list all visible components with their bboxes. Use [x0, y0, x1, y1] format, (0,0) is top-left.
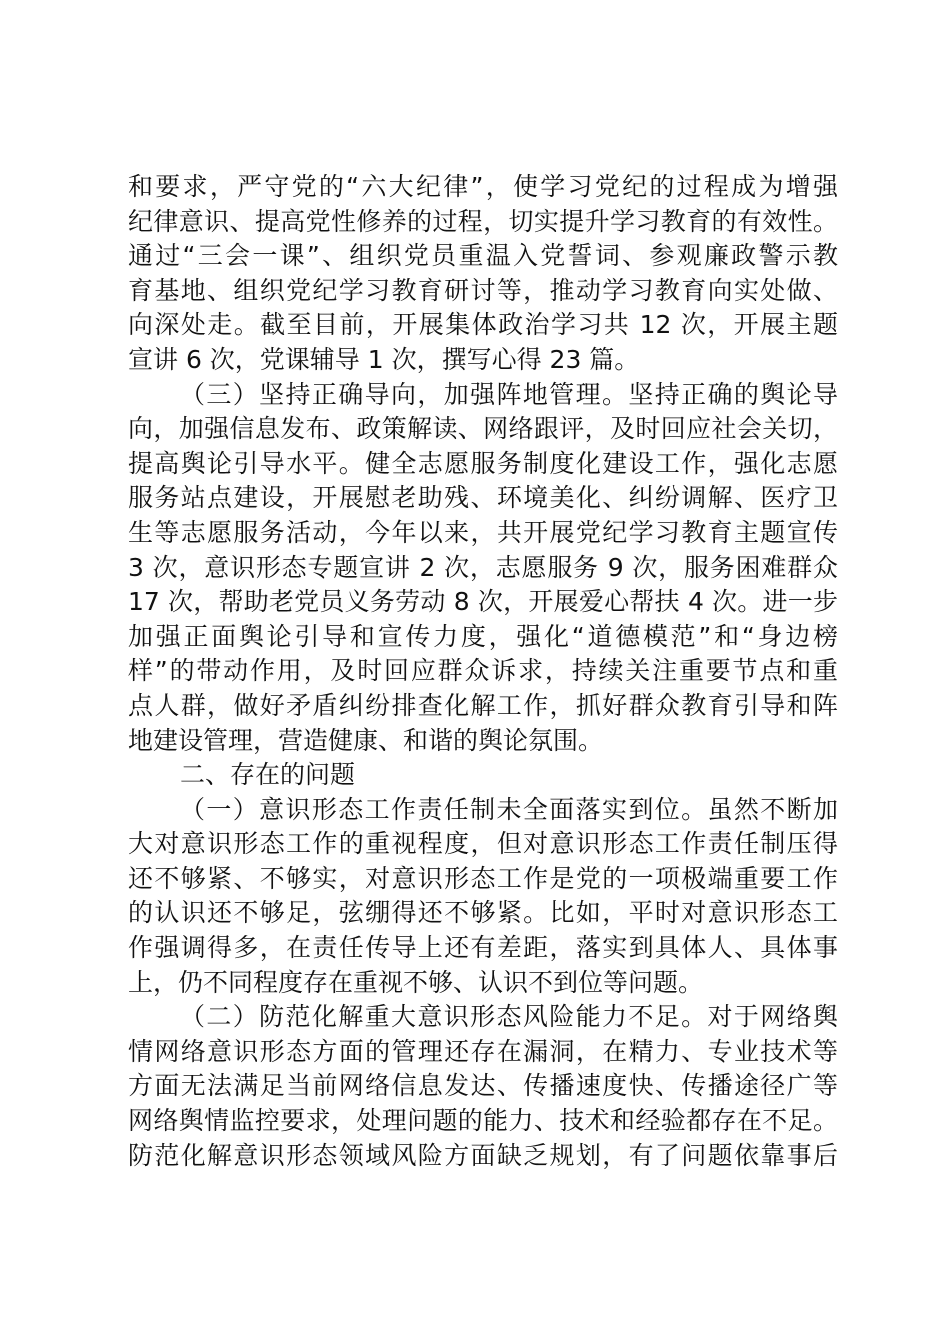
text-line: 点人群，做好矛盾纠纷排查化解工作，抓好群众教育引导和阵 — [128, 690, 838, 720]
text-line: 还不够紧、不够实，对意识形态工作是党的一项极端重要工作 — [128, 863, 838, 893]
text-line: 向深处走。截至目前，开展集体政治学习共 12 次，开展主题 — [128, 310, 838, 340]
text-line: 上，仍不同程度存在重视不够、认识不到位等问题。 — [128, 967, 704, 997]
text-line: 网络舆情监控要求，处理问题的能力、技术和经验都存在不足。 — [128, 1106, 838, 1136]
text-line: 样”的带动作用，及时回应群众诉求，持续关注重要节点和重 — [128, 656, 838, 686]
text-line: 情网络意识形态方面的管理还存在漏洞，在精力、专业技术等 — [128, 1036, 838, 1066]
text-line: 纪律意识、提高党性修养的过程，切实提升学习教育的有效性。 — [128, 206, 838, 236]
text-line: （三）坚持正确导向，加强阵地管理。坚持正确的舆论导 — [180, 379, 838, 409]
text-line: 提高舆论引导水平。健全志愿服务制度化建设工作，强化志愿 — [128, 448, 838, 478]
text-line: 3 次，意识形态专题宣讲 2 次，志愿服务 9 次，服务困难群众 — [128, 552, 838, 582]
text-line: 宣讲 6 次，党课辅导 1 次，撰写心得 23 篇。 — [128, 344, 640, 374]
text-line: （二）防范化解重大意识形态风险能力不足。对于网络舆 — [180, 1002, 838, 1032]
text-line: 方面无法满足当前网络信息发达、传播速度快、传播途径广等 — [128, 1071, 838, 1101]
text-line: 生等志愿服务活动，今年以来，共开展党纪学习教育主题宣传 — [128, 517, 838, 547]
text-line: 向，加强信息发布、政策解读、网络跟评，及时回应社会关切， — [128, 414, 838, 444]
text-line: （一）意识形态工作责任制未全面落实到位。虽然不断加 — [180, 794, 838, 824]
text-line: 通过“三会一课”、组织党员重温入党誓词、参观廉政警示教 — [128, 241, 838, 271]
text-line: 服务站点建设，开展慰老助残、环境美化、纠纷调解、医疗卫 — [128, 483, 838, 513]
text-line: 地建设管理，营造健康、和谐的舆论氛围。 — [128, 725, 604, 755]
text-line: 作强调得多，在责任传导上还有差距，落实到具体人、具体事 — [128, 933, 838, 963]
text-line: 的认识还不够足，弦绷得还不够紧。比如，平时对意识形态工 — [128, 898, 838, 928]
text-line: 育基地、组织党纪学习教育研讨等，推动学习教育向实处做、 — [128, 275, 838, 305]
text-line: 加强正面舆论引导和宣传力度，强化“道德模范”和“身边榜 — [128, 621, 838, 651]
section-heading: 二、存在的问题 — [180, 760, 356, 790]
text-line: 防范化解意识形态领域风险方面缺乏规划，有了问题依靠事后 — [128, 1140, 838, 1170]
document-body — [128, 170, 838, 1173]
text-line: 大对意识形态工作的重视程度，但对意识形态工作责任制压得 — [128, 829, 838, 859]
text-line: 和要求，严守党的“六大纪律”，使学习党纪的过程成为增强 — [128, 172, 838, 201]
text-line: 17 次，帮助老党员义务劳动 8 次，开展爱心帮扶 4 次。进一步 — [128, 587, 838, 617]
